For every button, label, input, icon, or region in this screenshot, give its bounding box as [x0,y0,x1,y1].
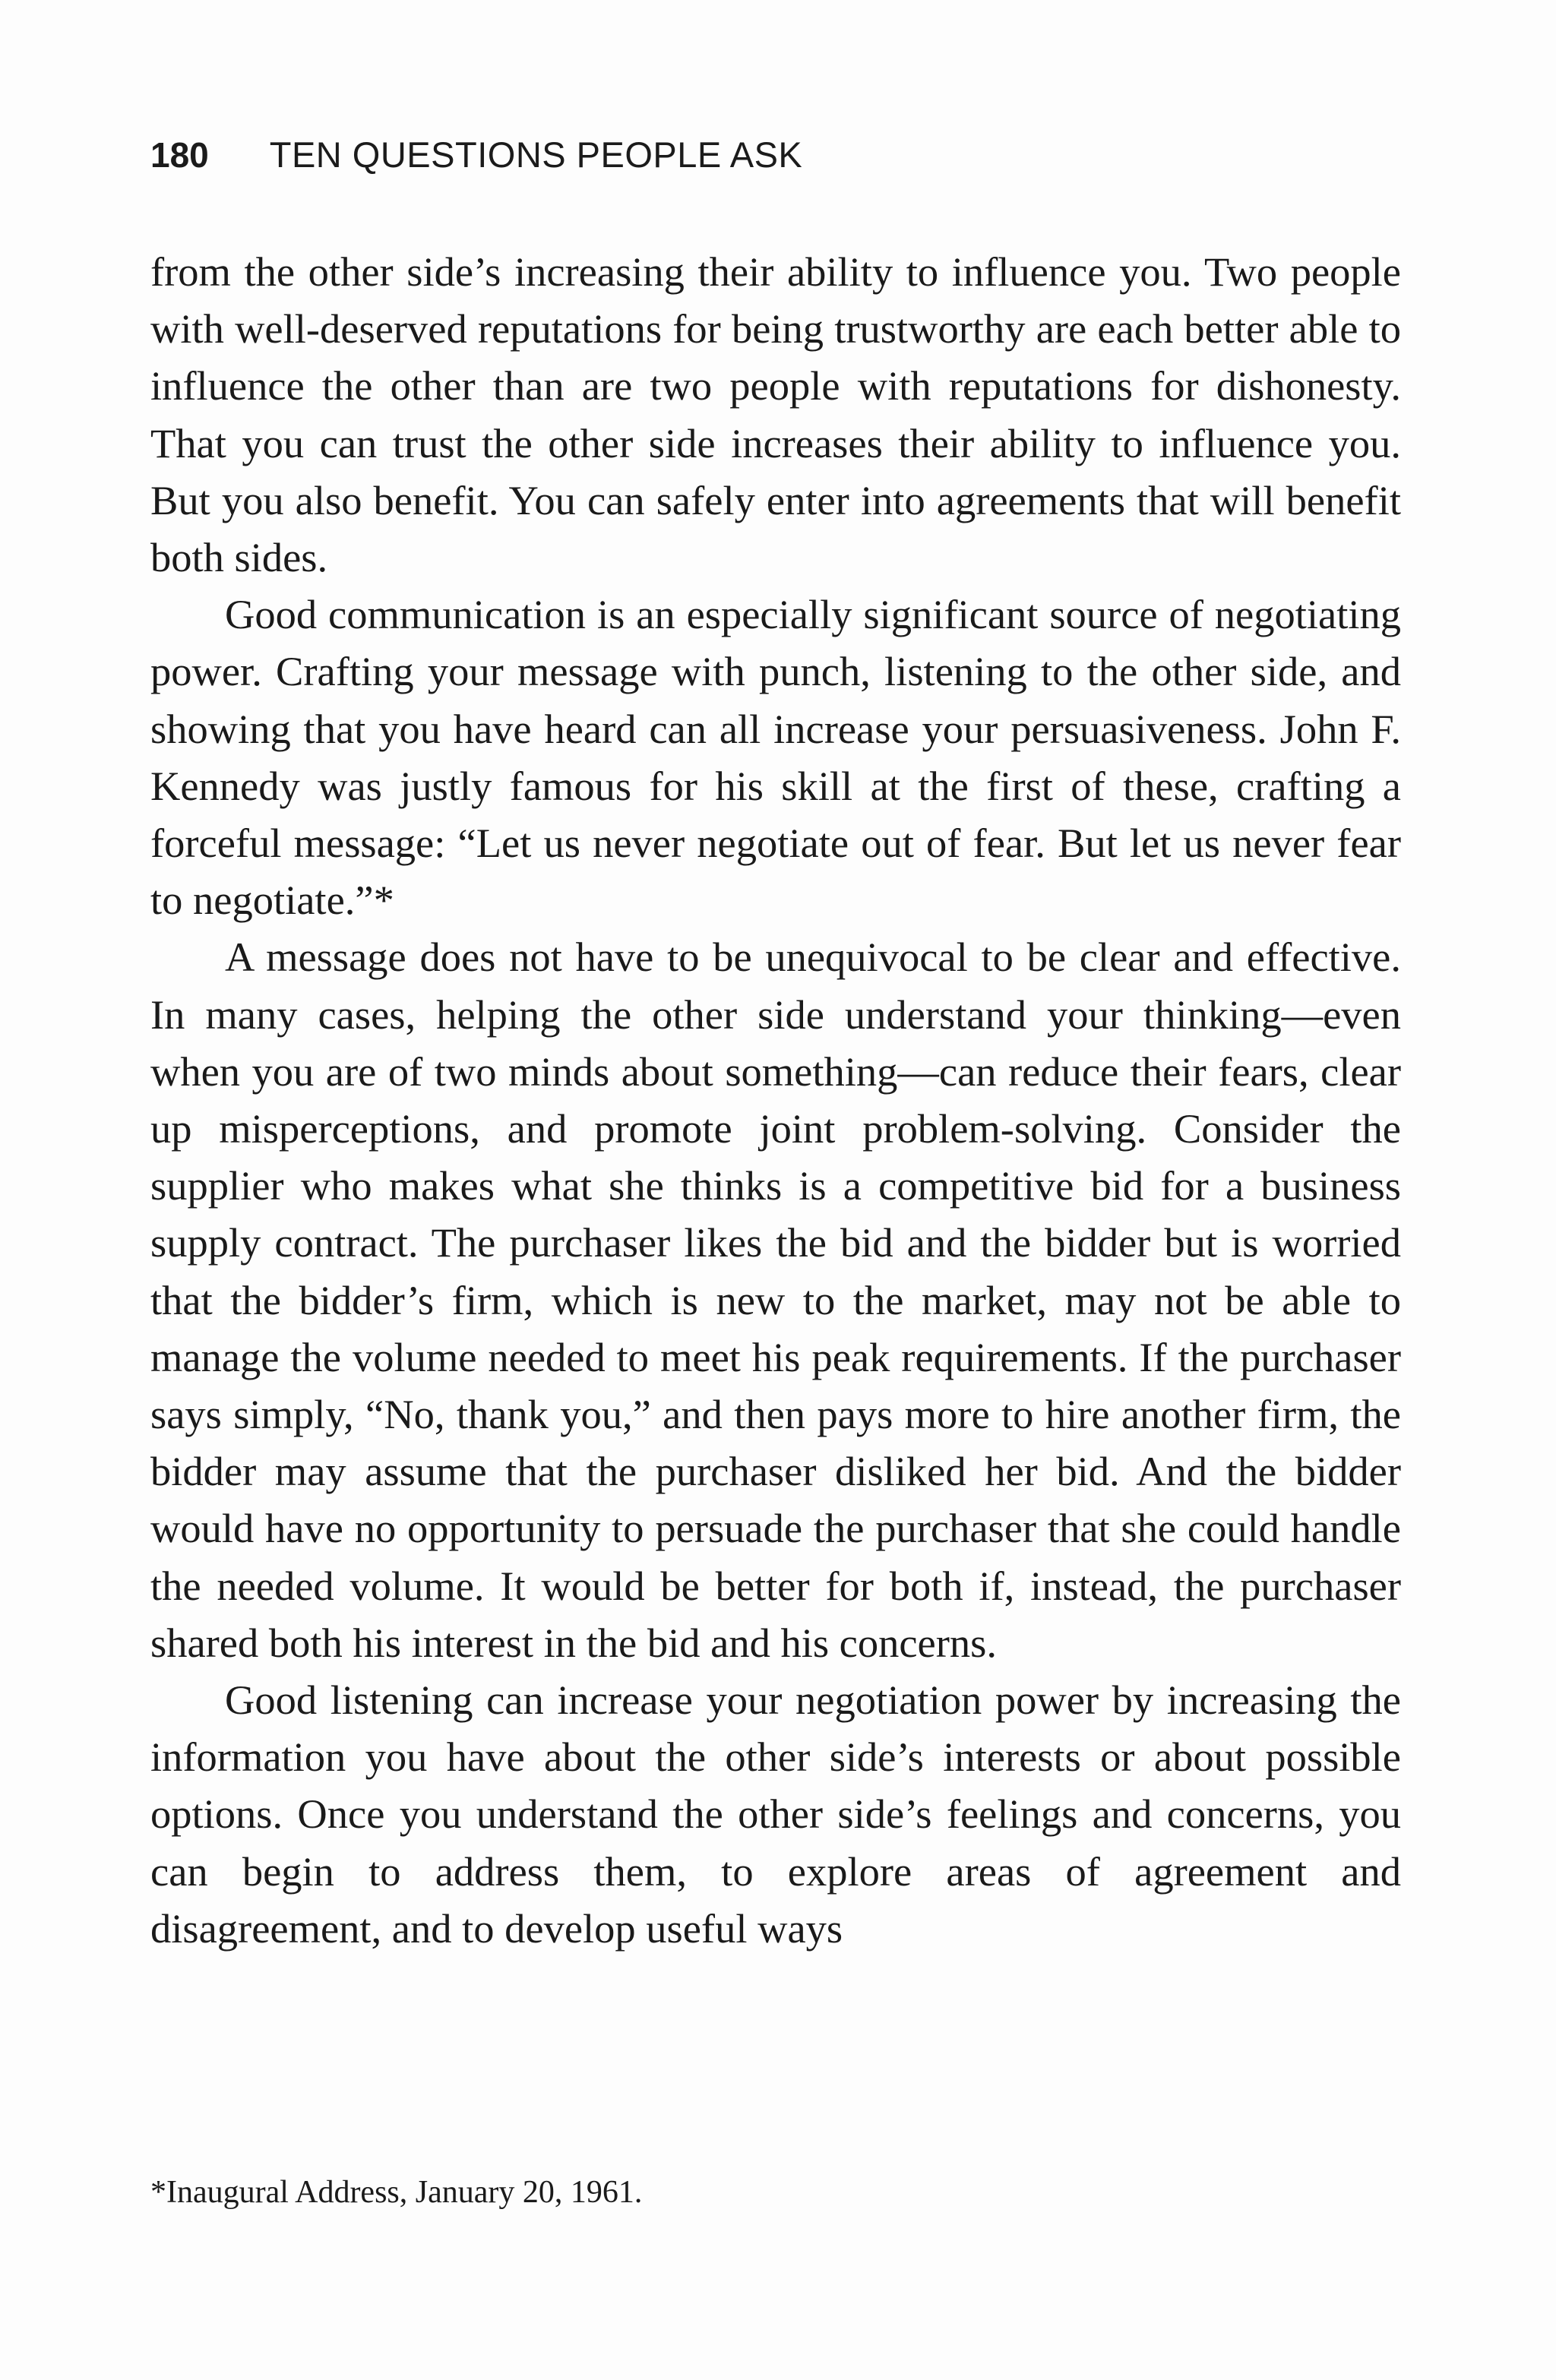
body-text [150,243,1401,1957]
footnote: *Inaugural Address, January 20, 1961. [150,2175,643,2210]
paragraph-4: Good listening can increase your negotiation power by increasing the information you have about the other side’s interests or about possible options. Once you understand the other side’s feelings and concerns, you can begin to address them, to explore areas of agreement and disagreement, and to develop useful ways [150,1677,1401,1952]
paragraph-1: from the other side’s increasing their ability to influence you. Two people with well-deserved reputations for being trustworthy are each better able to influence the other than are two people with reputations for dishonesty. That you can trust the other side increases their ability to influence you. But you also benefit. You can safely enter into agreements that will benefit both sides. [150,248,1401,581]
running-title: TEN QUESTIONS PEOPLE ASK [269,134,803,175]
paragraph-2: Good communication is an especially significant source of negotiating power. Crafting your message with punch, listening to the other side, and showing that you have heard can all increase your persuasiveness. John F. Kennedy was justly famous for his skill at the first of these, crafting a forceful message: “Let us never negotiate out of fear. But let us never fear to negotiate.”* [150,591,1401,924]
page-number: 180 [150,135,209,175]
running-head [150,134,802,187]
paragraph-3: A message does not have to be unequivocal to be clear and effective. In many cases, helping the other side understand your thinking—even when you are of two minds about something—can reduce their fears, clear up misperceptions, and promote joint problem-solving. Consider the supplier who makes what she thinks is a competitive bid for a business supply contract. The purchaser likes the bid and the bidder but is worried that the bidder’s firm, which is new to the market, may not be able to manage the volume needed to meet his peak requirements. If the purchaser says simply, “No, thank you,” and then pays more to hire another firm, the bidder may assume that the purchaser disliked her bid. And the bidder would have no opportunity to persuade the purchaser that she could handle the needed volume. It would be better for both if, instead, the purchaser shared both his interest in the bid and his concerns. [150,934,1401,1666]
